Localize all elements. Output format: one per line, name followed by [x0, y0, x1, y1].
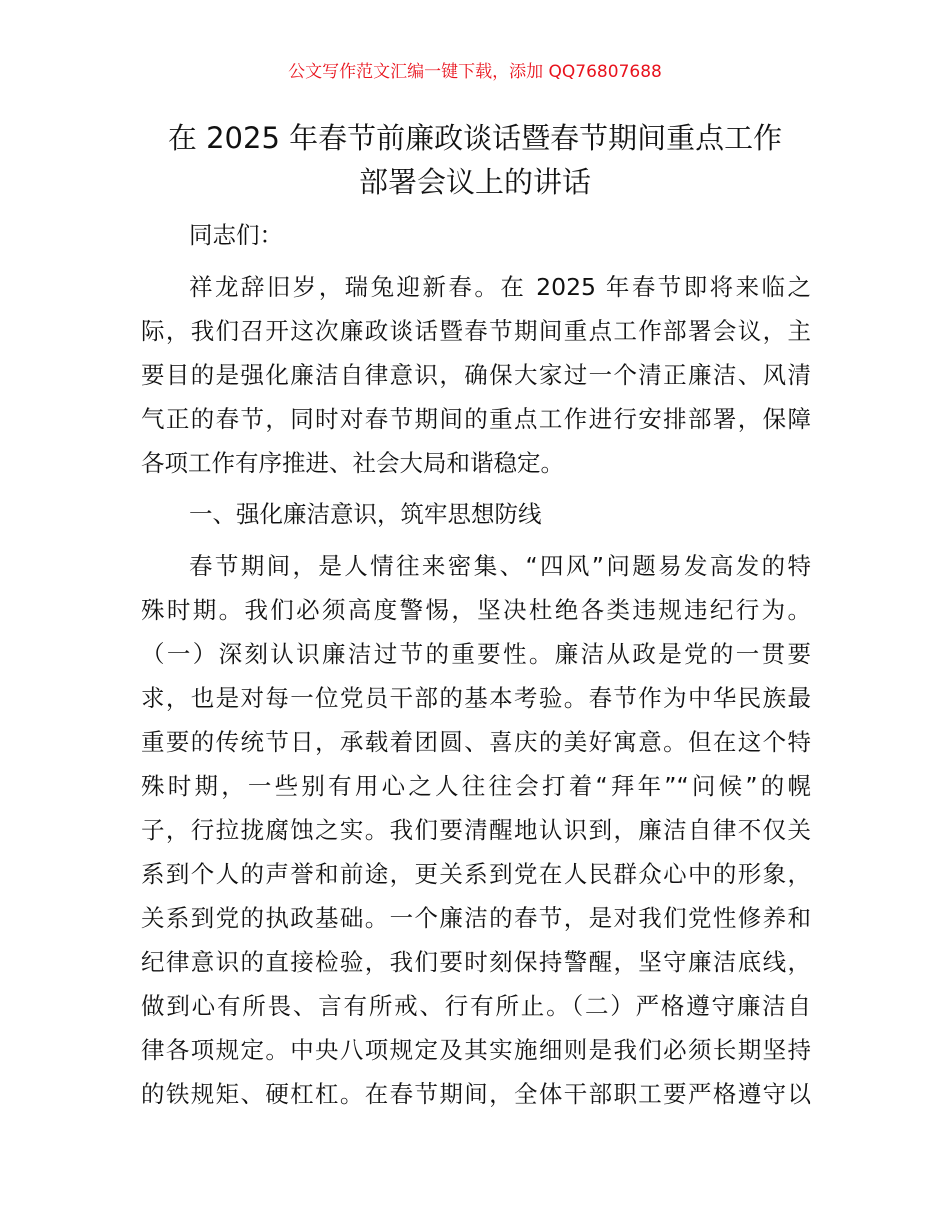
section1-line-8: 系到个人的声誉和前途，更关系到党在人民群众心中的形象，: [141, 860, 811, 888]
intro-line-5: 各项工作有序推进、社会大局和谐稳定。: [141, 449, 564, 477]
intro-line-2: 际，我们召开这次廉政谈话暨春节期间重点工作部署会议，主: [141, 317, 811, 345]
title-line-2: 部署会议上的讲话: [358, 165, 591, 199]
section1-line-3: （一）深刻认识廉洁过节的重要性。廉洁从政是党的一贯要: [141, 640, 811, 668]
promo-header-text: 公文写作范文汇编一键下载，添加 QQ76807688: [288, 62, 662, 82]
section1-line-4: 求，也是对每一位党员干部的基本考验。春节作为中华民族最: [141, 684, 811, 712]
section1-line-6: 殊时期，一些别有用心之人往往会打着“拜年”“问候”的幌: [141, 772, 811, 800]
section1-line-12: 律各项规定。中央八项规定及其实施细则是我们必须长期坚持: [141, 1036, 811, 1064]
intro-line-1: 祥龙辞旧岁，瑞兔迎新春。在 2025 年春节即将来临之: [189, 273, 811, 301]
section1-line-1: 春节期间，是人情往来密集、“四风”问题易发高发的特: [189, 552, 811, 580]
section1-line-11: 做到心有所畏、言有所戒、行有所止。（二）严格遵守廉洁自: [141, 992, 811, 1020]
section1-line-7: 子，行拉拢腐蚀之实。我们要清醒地认识到，廉洁自律不仅关: [141, 816, 811, 844]
title-line-1: 在 2025 年春节前廉政谈话暨春节期间重点工作: [167, 121, 783, 155]
intro-line-3: 要目的是强化廉洁自律意识，确保大家过一个清正廉洁、风清: [141, 361, 811, 389]
section-heading-1: 一、强化廉洁意识，筑牢思想防线: [189, 500, 542, 528]
section1-line-2: 殊时期。我们必须高度警惕，坚决杜绝各类违规违纪行为。: [141, 596, 811, 624]
section1-line-13: 的铁规矩、硬杠杠。在春节期间，全体干部职工要严格遵守以: [141, 1080, 811, 1108]
document-title: [130, 116, 820, 204]
section1-line-5: 重要的传统节日，承载着团圆、喜庆的美好寓意。但在这个特: [141, 728, 811, 756]
intro-line-4: 气正的春节，同时对春节期间的重点工作进行安排部署，保障: [141, 405, 811, 433]
section1-line-9: 关系到党的执政基础。一个廉洁的春节，是对我们党性修养和: [141, 904, 811, 932]
salutation: 同志们：: [189, 221, 283, 249]
section1-line-10: 纪律意识的直接检验，我们要时刻保持警醒，坚守廉洁底线，: [141, 948, 811, 976]
